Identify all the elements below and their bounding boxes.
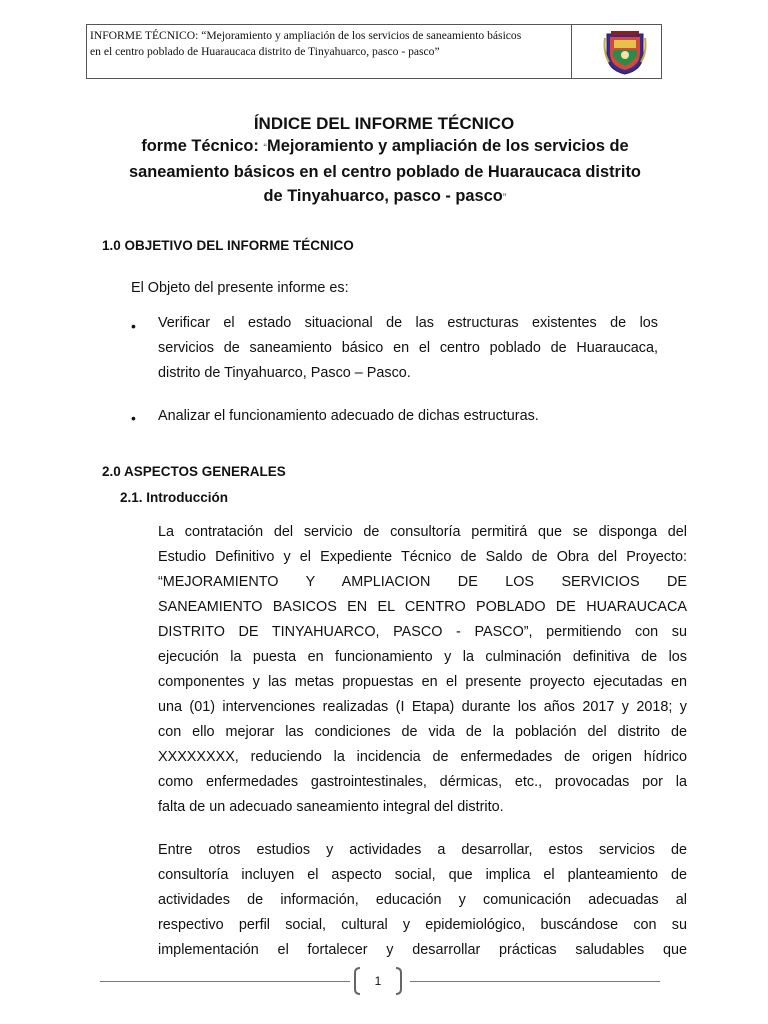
p2-line-2: consultoría incluyen el aspecto social, que implica el planteamiento de (158, 867, 687, 883)
section-1-bullet-1 (158, 311, 658, 386)
section-1-heading: 1.0 OBJETIVO DEL INFORME TÉCNICO (102, 238, 354, 253)
bullet-marker-1: • (131, 318, 136, 334)
header-text (90, 28, 580, 60)
header-text-line-1: INFORME TÉCNICO: “Mejoramiento y ampliación de los servicios de saneamiento básicos (90, 29, 522, 42)
document-title: ÍNDICE DEL INFORME TÉCNICO (253, 114, 515, 133)
p1-line-7: componentes y las metas propuestas en el presente proyecto ejecutadas en (158, 674, 687, 690)
subtitle-line-3-text: de Tinyahuarco, pasco - pasco (263, 187, 503, 205)
subtitle-line-2: saneamiento básicos en el centro poblado de Huaraucaca distrito (129, 163, 641, 181)
p1-line-2: Estudio Definitivo y el Expediente Técnico de Saldo de Obra del Proyecto: (158, 549, 687, 565)
p1-line-11: como enfermedades gastrointestinales, dérmicas, etc., provocadas por la (158, 774, 687, 790)
bullet-1-line-1: Verificar el estado situacional de las estructuras existentes de los (158, 315, 658, 331)
footer-rule-left (100, 981, 350, 982)
p1-line-9: con ello mejorar las condiciones de vida de la población del distrito de (158, 724, 687, 740)
section-2-1-heading: 2.1. Introducción (120, 490, 229, 505)
p1-line-10: XXXXXXXX, reduciendo la incidencia de enfermedades de origen hídrico (158, 749, 687, 765)
p2-line-3: actividades de información, educación y comunicación adecuadas al (158, 892, 687, 908)
subtitle-line-1-text: Mejoramiento y ampliación de los servicios de (267, 137, 629, 155)
p2-line-5: implementación el fortalecer y desarrollar prácticas saludables que (158, 942, 687, 958)
p1-line-8: una (01) intervenciones realizadas (I Etapa) durante los años 2017 y 2018; y (158, 699, 687, 715)
p1-line-12: falta de un adecuado saneamiento integral del distrito. (158, 799, 504, 815)
p1-line-3: “MEJORAMIENTO Y AMPLIACION DE LOS SERVICIOS DE (158, 574, 687, 590)
document-header (86, 24, 662, 79)
p1-line-1: La contratación del servicio de consultoría permitirá que se disponga del (158, 524, 687, 540)
introduction-paragraph-2 (158, 838, 687, 963)
p2-line-4: respectivo perfil social, cultural y epidemiológico, buscándose con su (158, 917, 687, 933)
subtitle-close-quote: ” (502, 192, 507, 204)
page-number-frame (352, 966, 404, 996)
subtitle-open-quote: “ (263, 142, 268, 154)
section-2-heading: 2.0 ASPECTOS GENERALES (102, 464, 286, 479)
subtitle-prefix: forme Técnico: (141, 137, 259, 155)
municipal-shield-logo-icon (601, 28, 649, 76)
section-1-intro: El Objeto del presente informe es: (131, 280, 349, 296)
p1-line-5: DISTRITO DE TINYAHUARCO, PASCO - PASCO”, permitiendo con su (158, 624, 687, 640)
introduction-paragraph-1 (158, 520, 687, 820)
bullet-marker-2: • (131, 410, 136, 426)
header-text-line-2: en el centro poblado de Huaraucaca distrito de Tinyahuarco, pasco - pasco” (90, 45, 440, 58)
p2-line-1: Entre otros estudios y actividades a desarrollar, estos servicios de (158, 842, 687, 858)
document-subtitle (90, 134, 680, 210)
p1-line-6: ejecución la puesta en funcionamiento y la culminación definitiva de los (158, 649, 687, 665)
bullet-1-line-3: distrito de Tinyahuarco, Pasco – Pasco. (158, 365, 411, 381)
section-1-bullet-2: Analizar el funcionamiento adecuado de dichas estructuras. (158, 408, 539, 424)
header-divider (571, 25, 572, 78)
subtitle-line-1 (90, 134, 680, 160)
page-number: 1 (374, 974, 382, 988)
footer-rule-right (410, 981, 660, 982)
subtitle-line-3 (90, 184, 680, 210)
bullet-1-line-2: servicios de saneamiento básico en el centro poblado de Huaraucaca, (158, 340, 658, 356)
p1-line-4: SANEAMIENTO BASICOS EN EL CENTRO POBLADO DE HUARAUCACA (158, 599, 687, 615)
